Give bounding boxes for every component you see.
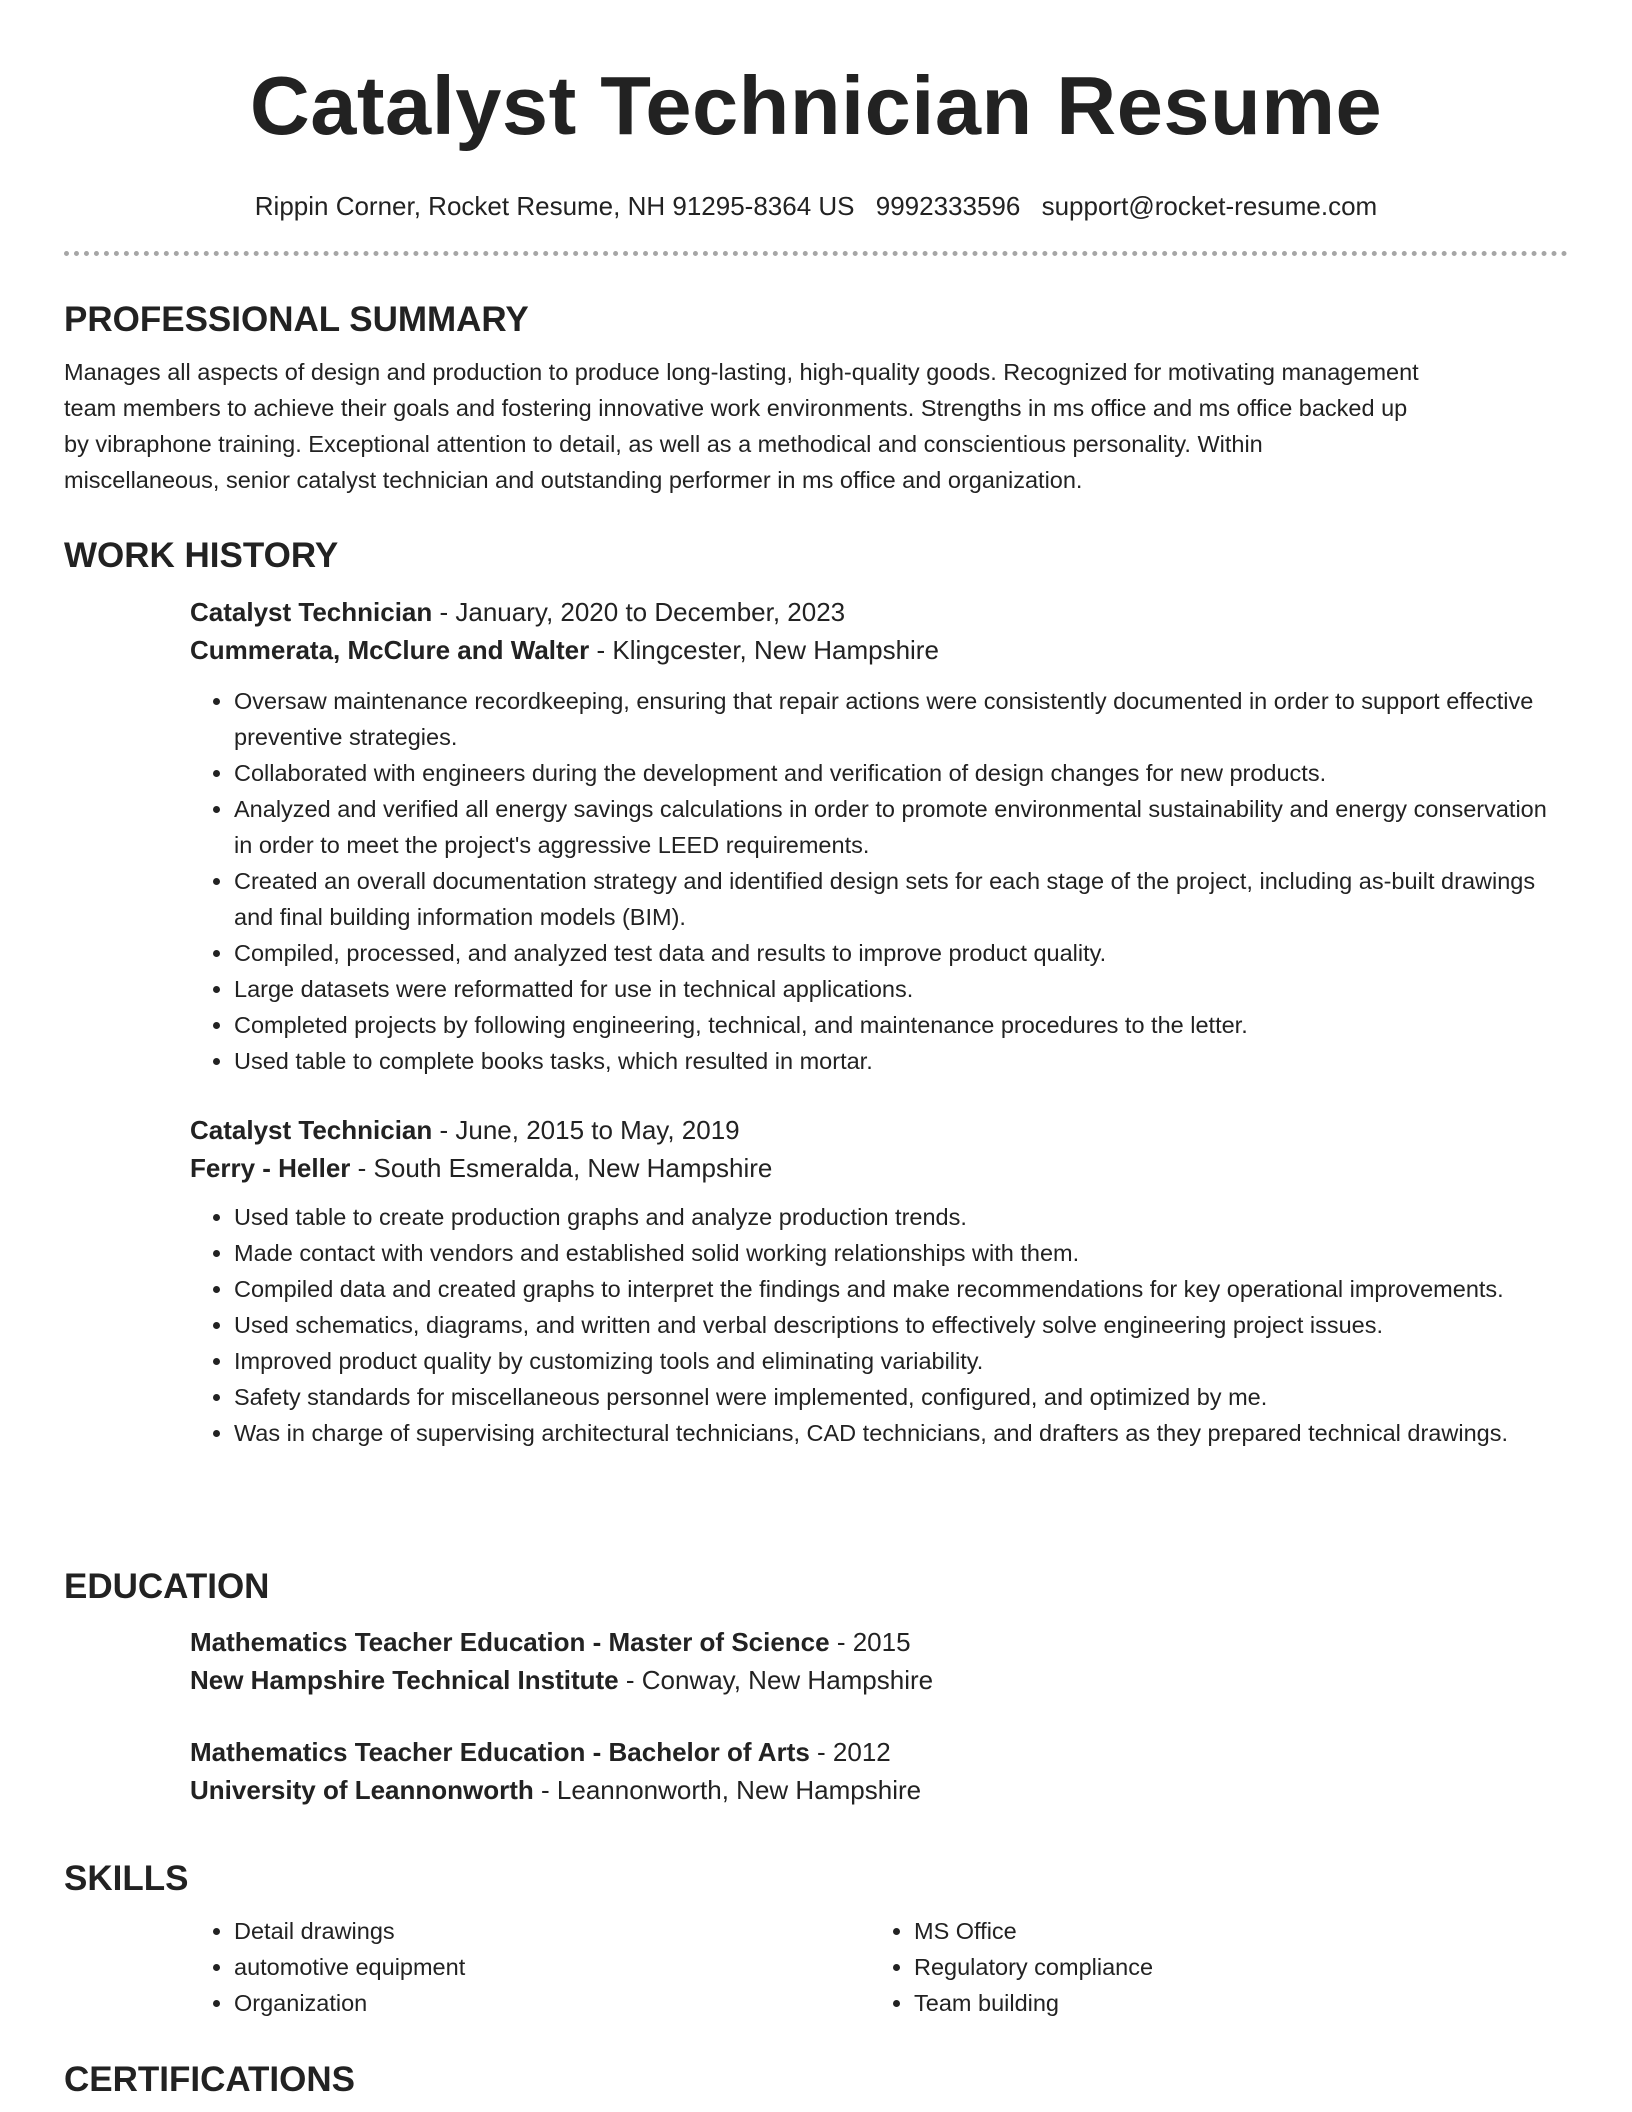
list-item: • Analyzed and verified all energy savings calculations in order to promote environmental sustainability and energy conservation in order to meet the project's aggressive LEED requirements. xyxy=(234,791,1550,863)
job-entry xyxy=(190,593,1550,1079)
skill-item: • Organization xyxy=(234,1985,870,2021)
summary-section xyxy=(64,298,1568,498)
skill-item: • Regulatory compliance xyxy=(914,1949,1550,1985)
education-degree-line xyxy=(190,1733,1550,1771)
job-dates: - June, 2015 to May, 2019 xyxy=(432,1115,740,1145)
list-item: • Collaborated with engineers during the development and verification of design changes for new products. xyxy=(234,755,1550,791)
skills-heading: SKILLS xyxy=(64,1859,189,1898)
job-company: Cummerata, McClure and Walter xyxy=(190,635,590,665)
contact-address: Rippin Corner, Rocket Resume, NH 91295-8364 US xyxy=(254,191,855,221)
list-item: • Compiled, processed, and analyzed test data and results to improve product quality. xyxy=(234,935,1550,971)
work-history-heading: WORK HISTORY xyxy=(64,536,339,575)
education-location: - Leannonworth, New Hampshire xyxy=(533,1775,922,1805)
list-item: • Used table to create production graphs and analyze production trends. xyxy=(234,1199,1550,1235)
job-role: Catalyst Technician xyxy=(190,597,433,627)
skill-item: • Detail drawings xyxy=(234,1913,870,1949)
education-heading: EDUCATION xyxy=(64,1567,270,1606)
skill-item: • Team building xyxy=(914,1985,1550,2021)
education-school-line xyxy=(190,1771,1550,1809)
list-item: • Improved product quality by customizing tools and eliminating variability. xyxy=(234,1343,1550,1379)
list-item: • Used schematics, diagrams, and written and verbal descriptions to effectively solve engineering project issues. xyxy=(234,1307,1550,1343)
contact-line xyxy=(0,190,1632,222)
job-title-line xyxy=(190,1111,1550,1149)
education-year: - 2012 xyxy=(809,1737,891,1767)
list-item: • Compiled data and created graphs to interpret the findings and make recommendations for key operational improvements. xyxy=(234,1271,1550,1307)
job-duties-list xyxy=(190,1199,1550,1451)
skills-section xyxy=(64,1857,1568,2021)
list-item: • Was in charge of supervising architectural technicians, CAD technicians, and drafters as they prepared technical drawings. xyxy=(234,1415,1550,1451)
job-dates: - January, 2020 to December, 2023 xyxy=(432,597,846,627)
education-degree: Mathematics Teacher Education - Master of Science xyxy=(190,1627,830,1657)
education-school-line xyxy=(190,1661,1550,1699)
list-item: • Completed projects by following engineering, technical, and maintenance procedures to the letter. xyxy=(234,1007,1550,1043)
list-item: • Large datasets were reformatted for use in technical applications. xyxy=(234,971,1550,1007)
job-company-line xyxy=(190,1149,1550,1187)
list-item: • Oversaw maintenance recordkeeping, ensuring that repair actions were consistently documented in order to support effective preventive strategies. xyxy=(234,683,1550,755)
skills-column-right xyxy=(870,1901,1550,2021)
education-entry xyxy=(190,1733,1550,1809)
education-school: University of Leannonworth xyxy=(190,1775,534,1805)
resume-title: Catalyst Technician Resume xyxy=(249,59,1383,152)
education-degree: Mathematics Teacher Education - Bachelor of Arts xyxy=(190,1737,810,1767)
certifications-section xyxy=(64,2058,1568,2102)
list-item: • Created an overall documentation strategy and identified design sets for each stage of the project, including as-built drawings and final building information models (BIM). xyxy=(234,863,1550,935)
header-divider xyxy=(64,251,1568,256)
contact-email: support@rocket-resume.com xyxy=(1041,191,1378,221)
job-location: - Klingcester, New Hampshire xyxy=(589,635,939,665)
job-duties-list xyxy=(190,683,1550,1079)
skills-list xyxy=(870,1913,1550,2021)
list-item: • Used table to complete books tasks, which resulted in mortar. xyxy=(234,1043,1550,1079)
skills-list xyxy=(190,1913,870,2021)
education-location: - Conway, New Hampshire xyxy=(618,1665,934,1695)
skills-grid xyxy=(190,1901,1550,2021)
skill-item: • MS Office xyxy=(914,1913,1550,1949)
education-year: - 2015 xyxy=(829,1627,911,1657)
skill-item: • automotive equipment xyxy=(234,1949,870,1985)
education-degree-line xyxy=(190,1623,1550,1661)
contact-phone: 9992333596 xyxy=(875,191,1021,221)
skills-column-left xyxy=(190,1901,870,2021)
job-location: - South Esmeralda, New Hampshire xyxy=(350,1153,773,1183)
job-title-line xyxy=(190,593,1550,631)
job-entry xyxy=(190,1111,1550,1451)
summary-text: Manages all aspects of design and production to produce long-lasting, high-quality goods. Recognized for motivating management team members to achieve their goals and fostering innovative work environments. Strengths in ms office and ms office backed up by vibraphone training. Exceptional attention to detail, as well as a methodical and conscientious personality. Within miscellaneous, senior catalyst technician and outstanding performer in ms office and organization. xyxy=(64,359,1419,493)
job-role: Catalyst Technician xyxy=(190,1115,433,1145)
certifications-heading: CERTIFICATIONS xyxy=(64,2060,356,2099)
job-company: Ferry - Heller xyxy=(190,1153,351,1183)
summary-heading: PROFESSIONAL SUMMARY xyxy=(64,300,529,339)
education-school: New Hampshire Technical Institute xyxy=(190,1665,619,1695)
list-item: • Made contact with vendors and established solid working relationships with them. xyxy=(234,1235,1550,1271)
resume-header xyxy=(0,0,1632,222)
education-section xyxy=(64,1565,1568,1809)
work-history-section xyxy=(64,534,1568,1451)
job-company-line xyxy=(190,631,1550,669)
list-item: • Safety standards for miscellaneous personnel were implemented, configured, and optimized by me. xyxy=(234,1379,1550,1415)
education-entry xyxy=(190,1623,1550,1699)
